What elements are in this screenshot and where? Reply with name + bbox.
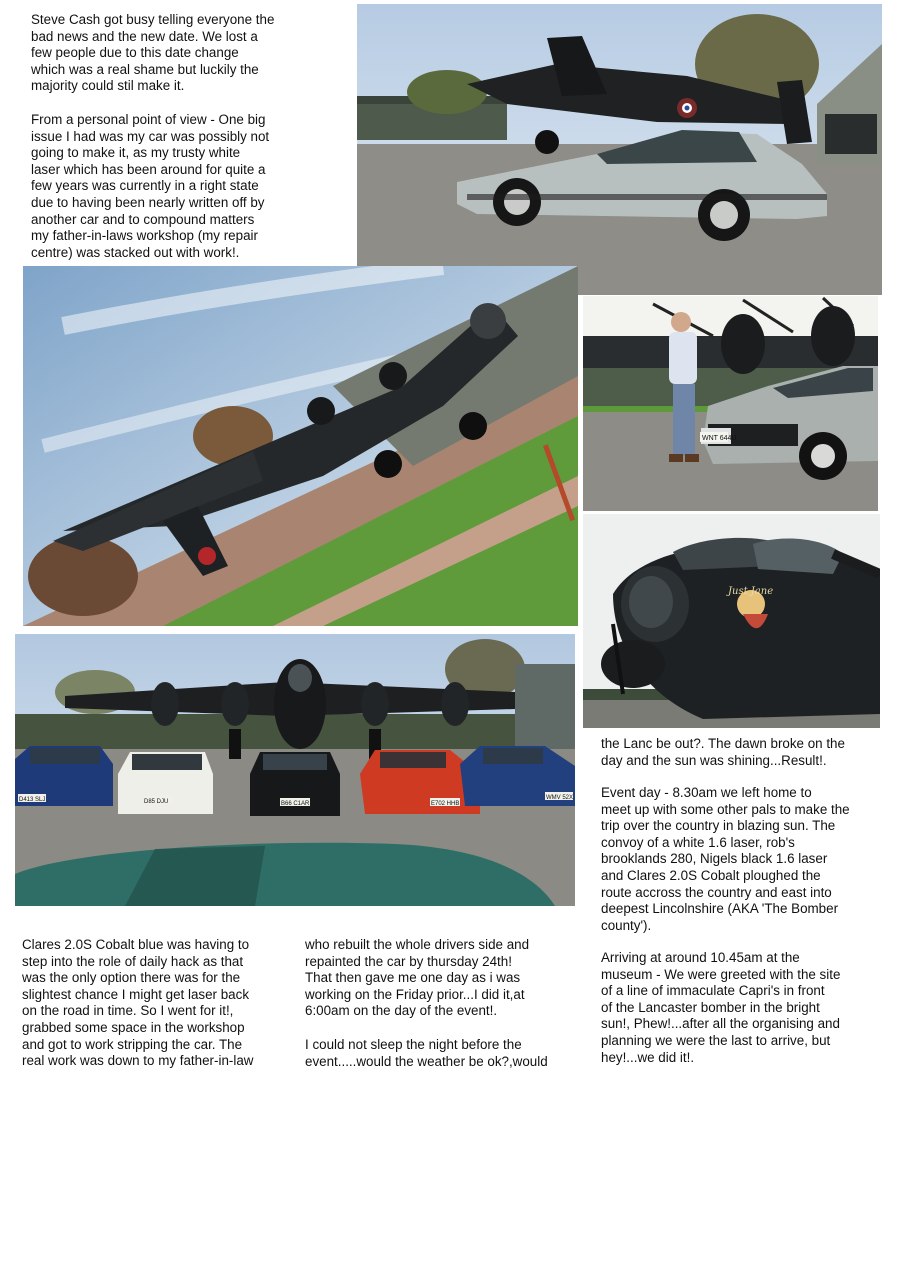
plate-4: E702 HHB bbox=[431, 801, 460, 807]
nose-art-text: Just Jane bbox=[728, 586, 774, 597]
photo-lancaster-tilted bbox=[23, 266, 578, 626]
capri-plate-text: WNT 644U bbox=[702, 435, 737, 442]
right-paragraph-1: the Lanc be out?. The dawn broke on the day and the sun was shining...Result!. bbox=[601, 736, 845, 768]
photo-lancaster-nose bbox=[583, 514, 880, 728]
bottom-left-paragraph: Clares 2.0S Cobalt blue was having to step into the role of daily hack as that was the only option there was for the slightest chance I might get laser back on the road in time. So I went for it!, grabbed some space in the workshop and got to work stripping the car. The real work was down to my father-in-law bbox=[22, 937, 254, 1069]
intro-paragraph-1: Steve Cash got busy telling everyone the bad news and the new date. We lost a few people due to this date change which was a real shame but luckily the majority could stil make it. bbox=[31, 12, 275, 94]
right-paragraph-2: Event day - 8.30am we left home to meet up with some other pals to make the trip over the country in blazing sun. The convoy of a white 1.6 laser, rob's brooklands 280, Nigels black 1.6 laser and Clares 2.0S Cobalt ploughed the route accross the country and east into deepest Lincolnshire (AKA 'The Bomber county'). bbox=[601, 785, 850, 933]
photo-capri-with-lancaster bbox=[357, 4, 882, 295]
photo-capri-lineup bbox=[15, 634, 575, 906]
plate-1: D413 SLJ bbox=[19, 797, 46, 803]
intro-paragraph-2: From a personal point of view - One big issue I had was my car was possibly not going to make it, as my trusty white laser which has been around for quite a few years was currently in a right state due to having been nearly written off by another car and to compound matters my father-in-laws workshop (my repair centre) was stacked out with work!. bbox=[31, 112, 270, 260]
bottom-middle-paragraph-1: who rebuilt the whole drivers side and repainted the car by thursday 24th! That then gave me one day as i was working on the Friday prior...I did it,at 6:00am on the day of the event!. bbox=[305, 937, 530, 1019]
plate-5: WMV 52X bbox=[546, 795, 574, 801]
plate-3: B66 C1AR bbox=[281, 801, 310, 807]
right-paragraph-3: Arriving at around 10.45am at the museum - We were greeted with the site of a line of immaculate Capri's in front of the Lancaster bomber in the bright sun!, Phew!...after all the organising and planning we were the last to arrive, but hey!...we did it!. bbox=[601, 950, 841, 1065]
bottom-middle-paragraph-2: I could not sleep the night before the event.....would the weather be ok?,would bbox=[305, 1037, 548, 1069]
plate-2: D85 DJU bbox=[144, 799, 169, 805]
photo-owner-with-capri bbox=[583, 296, 878, 511]
